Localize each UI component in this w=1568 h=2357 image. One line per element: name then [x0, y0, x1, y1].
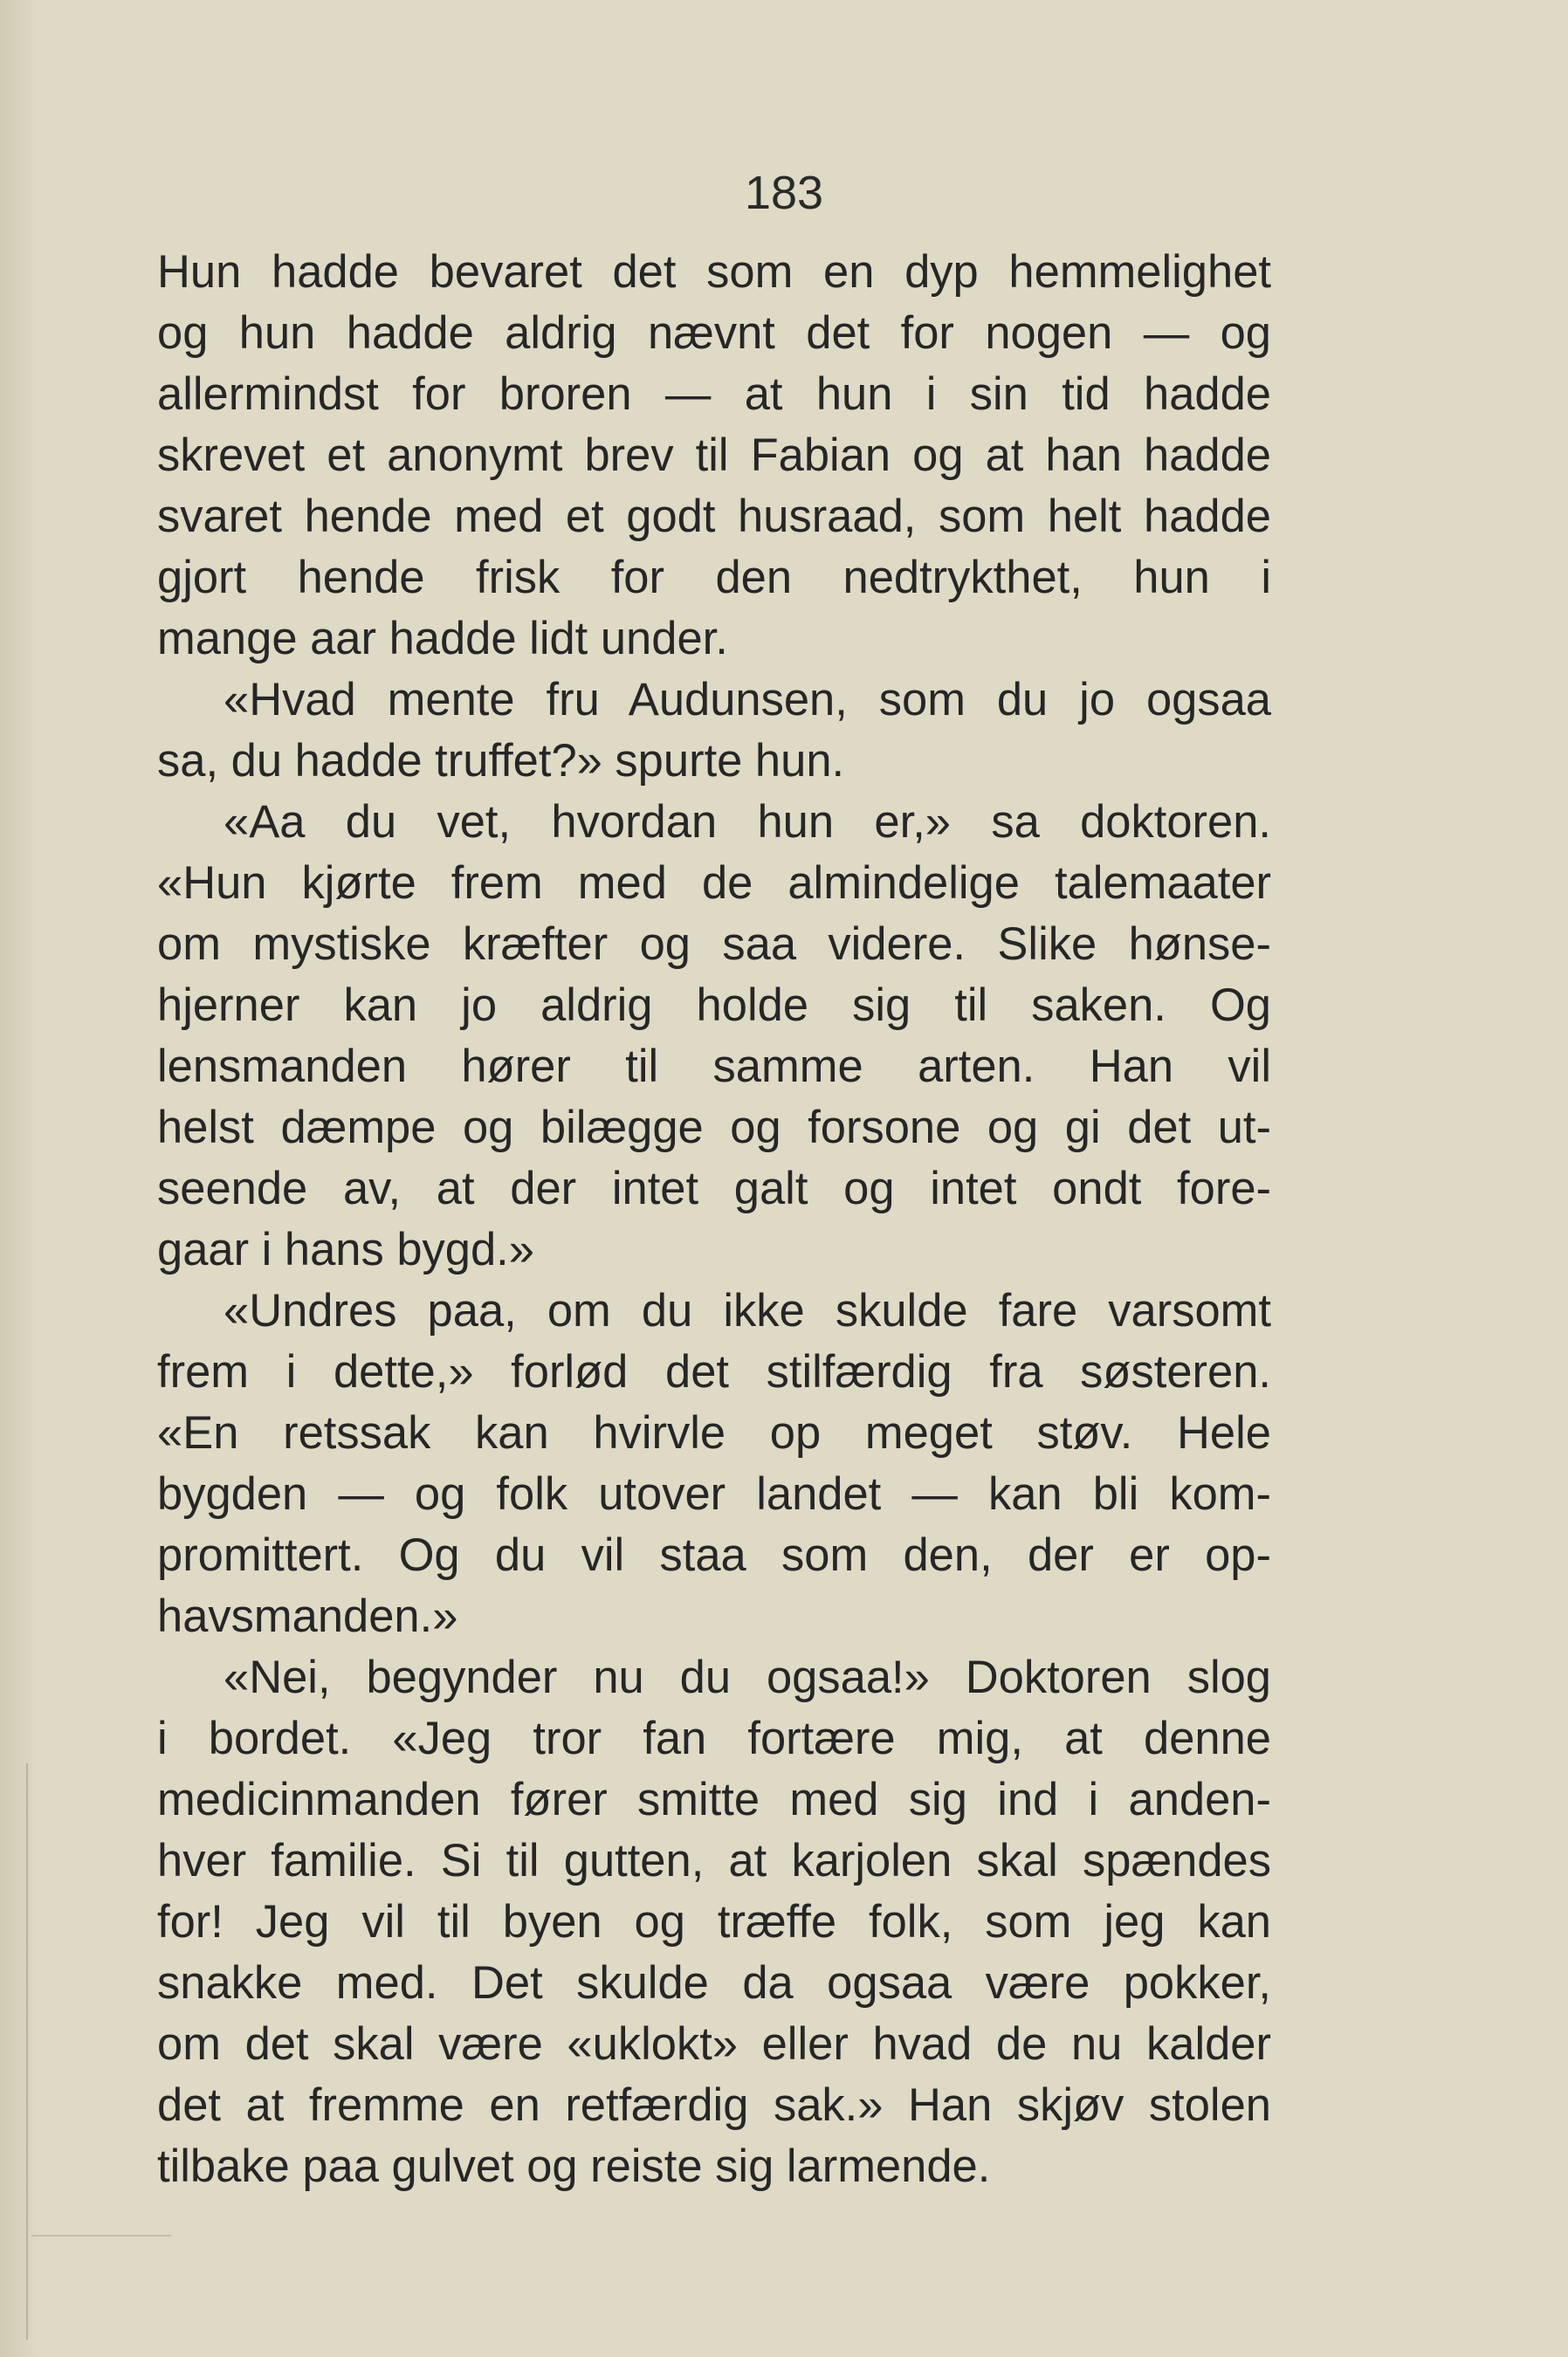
text-line: medicinmanden fører smitte med sig ind i anden- [157, 1774, 1271, 1825]
text-line: det at fremme en retfærdig sak.» Han skjøv stolen [157, 2079, 1271, 2131]
text-line: Hun hadde bevaret det som en dyp hemmelighet [157, 246, 1271, 298]
text-line: «Hvad mente fru Audunsen, som du jo ogsaa [224, 674, 1271, 725]
text-line: hver familie. Si til gutten, at karjolen skal spændes [157, 1835, 1271, 1886]
text-line: «Undres paa, om du ikke skulde fare varsomt [224, 1285, 1271, 1337]
text-line: tilbake paa gulvet og reiste sig larmende. [157, 2141, 991, 2192]
text-line: for! Jeg vil til byen og træffe folk, som jeg kan [157, 1896, 1271, 1948]
text-line: bygden — og folk utover landet — kan bli kom- [157, 1468, 1271, 1520]
text-line: «Hun kjørte frem med de almindelige talemaater [157, 857, 1271, 909]
text-line: gaar i hans bygd.» [157, 1224, 534, 1275]
page-edge-line [26, 1763, 28, 2340]
text-line: snakke med. Det skulde da ogsaa være pokker, [157, 1957, 1271, 2009]
text-line: skrevet et anonymt brev til Fabian og at han hadde [157, 429, 1271, 481]
text-line: «Nei, begynder nu du ogsaa!» Doktoren slog [224, 1652, 1271, 1703]
page-gutter-shadow [0, 0, 42, 2357]
text-line: «Aa du vet, hvordan hun er,» sa doktoren. [224, 796, 1271, 848]
text-line: havsmanden.» [157, 1591, 458, 1642]
text-line: svaret hende med et godt husraad, som helt hadde [157, 491, 1271, 542]
text-line: sa, du hadde truffet?» spurte hun. [157, 735, 845, 787]
text-line: lensmanden hører til samme arten. Han vil [157, 1041, 1271, 1092]
text-line: hjerner kan jo aldrig holde sig til saken. Og [157, 979, 1271, 1031]
page-number: 183 [744, 167, 824, 219]
text-line: og hun hadde aldrig nævnt det for nogen — og [157, 307, 1271, 359]
text-line: allermindst for broren — at hun i sin tid hadde [157, 368, 1271, 420]
page-edge-mark [31, 2235, 171, 2237]
text-line: i bordet. «Jeg tror fan fortære mig, at denne [157, 1713, 1271, 1764]
text-line: gjort hende frisk for den nedtrykthet, hun i [157, 552, 1271, 603]
body-text [157, 242, 1271, 2197]
text-line: helst dæmpe og bilægge og forsone og gi det ut- [157, 1102, 1271, 1153]
text-line: mange aar hadde lidt under. [157, 613, 728, 664]
text-line: om mystiske kræfter og saa videre. Slike hønse- [157, 918, 1271, 970]
text-line: «En retssak kan hvirvle op meget støv. Hele [157, 1407, 1271, 1459]
text-line: om det skal være «uklokt» eller hvad de nu kalder [157, 2018, 1271, 2070]
text-line: frem i dette,» forlød det stilfærdig fra søsteren. [157, 1346, 1271, 1398]
text-line: promittert. Og du vil staa som den, der er op- [157, 1529, 1271, 1581]
text-line: seende av, at der intet galt og intet ondt fore- [157, 1163, 1271, 1214]
